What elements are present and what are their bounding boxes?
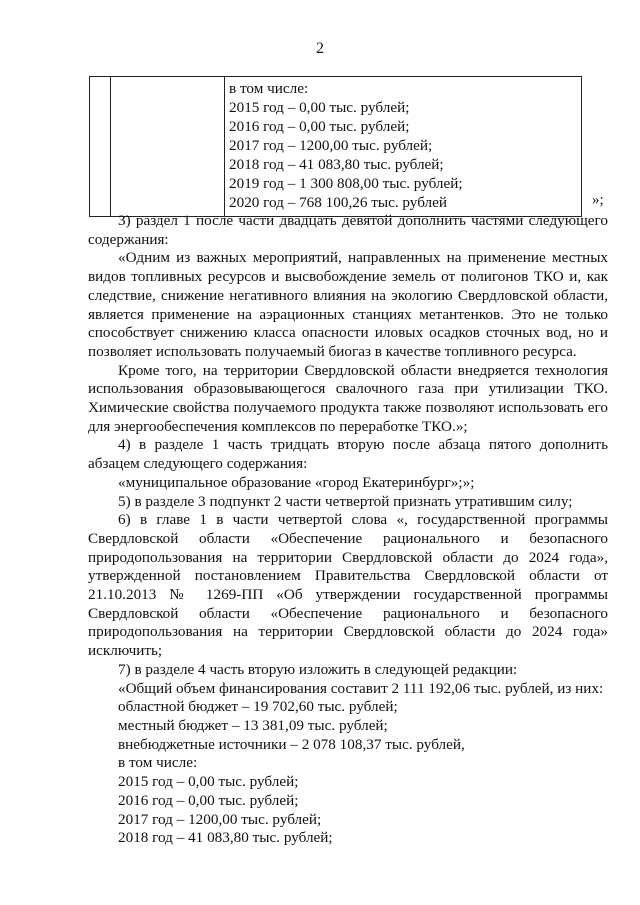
table-line: 2016 год – 0,00 тыс. рублей; xyxy=(229,118,410,135)
financing-line: 2015 год – 0,00 тыс. рублей; xyxy=(118,773,299,791)
financing-line: областной бюджет – 19 702,60 тыс. рублей; xyxy=(118,698,398,716)
financing-line: внебюджетные источники – 2 078 108,37 тыс. рублей, xyxy=(118,735,465,753)
financing-table xyxy=(89,76,582,217)
table-closing-quote: »; xyxy=(592,192,604,208)
table-line: 2015 год – 0,00 тыс. рублей; xyxy=(229,99,410,116)
table-cell-empty-2 xyxy=(111,77,225,217)
paragraph-item-5: 5) в разделе 3 подпункт 2 части четвертой признать утратившим силу; xyxy=(118,492,573,510)
table-row xyxy=(90,77,582,217)
financing-line: 2017 год – 1200,00 тыс. рублей; xyxy=(118,810,322,828)
paragraph-quote-methane: «Одним из важных мероприятий, направленных на применение местных видов топливных ресурсов и высвобождение земель от полигонов ТКО и, как следствие, снижение негативного влияния на экологию Свердловской области, является применение на аэрационных станциях метантенков. Это не только способствует снижению класса опасности иловых осадков сточных вод, но и позволяет использовать получаемый биогаз в качестве топливного ресурса. xyxy=(88,249,608,360)
table-line: в том числе: xyxy=(229,80,309,97)
page-number: 2 xyxy=(316,40,324,57)
paragraph-item-6: 6) в главе 1 в части четвертой слова «, государственной программы Свердловской области «Обеспечение рационального и безопасного природопользования на территории Свердловской области до 2024 года», утвержденной постановлением Правительства Свердловской области от 21.10.2013 № 1269-ПП «Об утверждении государственной программы Свердловской области «Обеспечение рационального и безопасного природопользования на территории Свердловской области до 2024 года» исключить; xyxy=(88,511,608,660)
table-line: 2020 год – 768 100,26 тыс. рублей xyxy=(229,194,447,211)
financing-line: 2016 год – 0,00 тыс. рублей; xyxy=(118,791,299,809)
paragraph-municipality: «муниципальное образование «город Екатеринбург»;»; xyxy=(118,473,475,491)
paragraph-landfill-gas: Кроме того, на территории Свердловской области внедряется технология использования образовывающегося свалочного газа при утилизации ТКО. Химические свойства получаемого продукта также позволяют использовать его для энергообеспечения комплексов по переработке ТКО.»; xyxy=(88,361,608,435)
paragraph-item-3: 3) раздел 1 после части двадцать девятой дополнить частями следующего содержания: xyxy=(88,212,608,248)
table-line: 2018 год – 41 083,80 тыс. рублей; xyxy=(229,156,444,173)
table-cell-empty-1 xyxy=(90,77,111,217)
paragraph-item-4: 4) в разделе 1 часть тридцать вторую после абзаца пятого дополнить абзацем следующего содержания: xyxy=(88,436,608,473)
financing-line: в том числе: xyxy=(118,754,198,772)
table-cell-financing xyxy=(225,77,582,217)
document-body xyxy=(88,212,608,848)
table-line: 2017 год – 1200,00 тыс. рублей; xyxy=(229,137,433,154)
paragraph-item-7: 7) в разделе 4 часть вторую изложить в следующей редакции: xyxy=(118,660,518,678)
table-line: 2019 год – 1 300 808,00 тыс. рублей; xyxy=(229,175,463,192)
financing-line: «Общий объем финансирования составит 2 111 192,06 тыс. рублей, из них: xyxy=(118,679,604,697)
financing-line: 2018 год – 41 083,80 тыс. рублей; xyxy=(118,829,333,847)
financing-line: местный бюджет – 13 381,09 тыс. рублей; xyxy=(118,716,388,734)
